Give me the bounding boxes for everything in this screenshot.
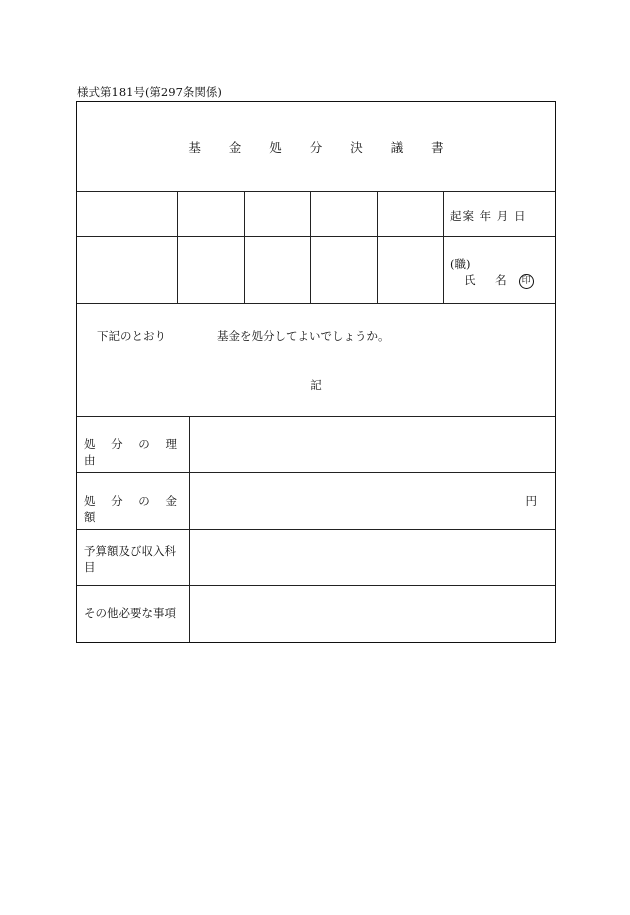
reason-label: 処 分 の 理 由 — [84, 437, 183, 467]
approval-cell-2[interactable] — [178, 191, 244, 236]
approval-cell-5[interactable] — [378, 191, 443, 236]
amount-label: 処 分 の 金 額 — [84, 494, 183, 524]
name-label: 氏 名 — [464, 273, 515, 287]
resolution-form — [76, 101, 556, 643]
amount-field[interactable] — [189, 473, 555, 529]
yen-unit: 円 — [525, 494, 537, 508]
reason-field[interactable] — [189, 417, 555, 472]
other-field[interactable] — [189, 586, 555, 642]
form-title: 基 金 処 分 決 議 書 — [188, 140, 456, 155]
approval-cell-4[interactable] — [311, 191, 377, 236]
approval-cell-1[interactable] — [77, 191, 177, 236]
budget-label: 予算額及び収入科目 — [84, 544, 176, 574]
intro-prefix: 下記のとおり — [97, 329, 166, 343]
other-label: その他必要な事項 — [84, 606, 176, 620]
budget-field[interactable] — [189, 530, 555, 585]
seal-icon: 印 — [519, 274, 534, 289]
form-number: 様式第181号(第297条関係) — [77, 85, 222, 99]
divider — [77, 303, 555, 304]
divider — [443, 191, 444, 303]
drafted-date-label: 起案 年 月 日 — [450, 209, 527, 223]
intro-suffix: 基金を処分してよいでしょうか。 — [217, 329, 390, 343]
approval-cell-3[interactable] — [245, 191, 310, 236]
name-line — [464, 272, 534, 289]
notes-heading: 記 — [310, 378, 322, 392]
post-label: (職) — [450, 257, 471, 271]
fund-name-field[interactable] — [177, 324, 215, 344]
divider — [77, 236, 555, 237]
